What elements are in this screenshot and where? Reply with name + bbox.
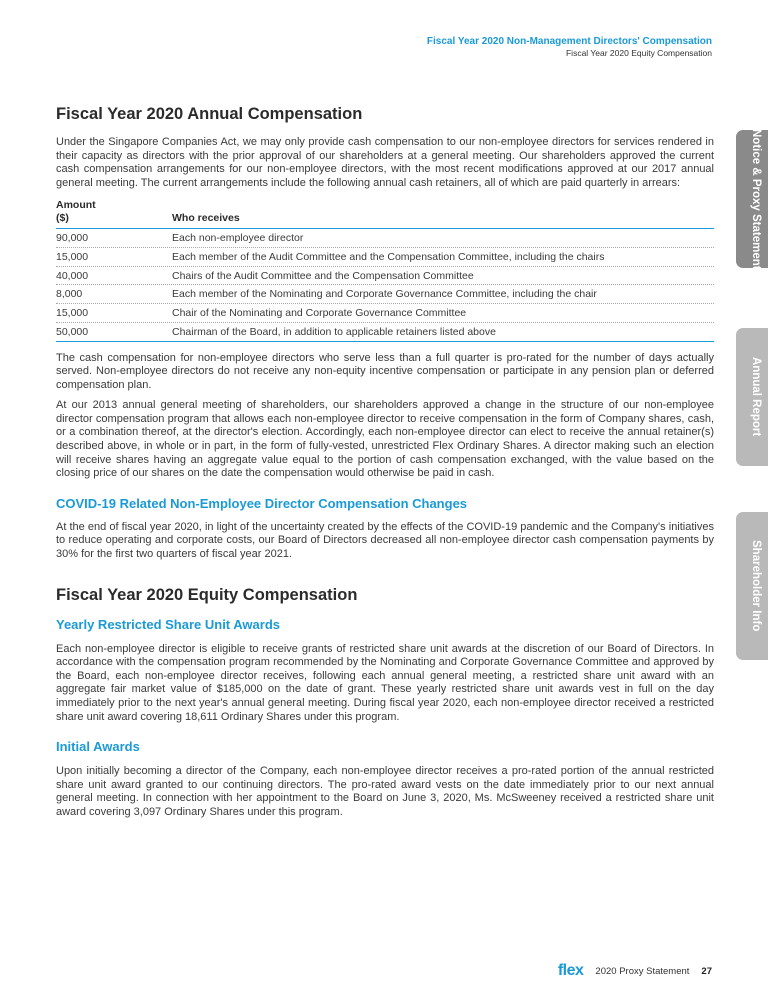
who-cell: Chairman of the Board, in addition to applicable retainers listed above	[172, 325, 496, 338]
page-header	[427, 36, 712, 59]
amount-cell: 15,000	[56, 250, 89, 263]
yearly-rsu-paragraph: Each non-employee director is eligible to receive grants of restricted share unit awards at the discretion of our Board of Directors. In accordance with the compensation program recommended by the Nominating and Corporate Governance Committee and approved by the Board, each non-employee director receives, following each annual general meeting, a restricted share unit award with an aggregate fair market value of $185,000 on the date of grant. These yearly restricted share unit awards vest in full on the day immediately prior to the next year's annual general meeting. During fiscal year 2020, each non-employee director received a restricted share unit award covering 18,611 Ordinary Shares under this program.	[56, 642, 714, 723]
table-header	[56, 199, 714, 229]
amount-cell: 8,000	[56, 288, 83, 301]
who-cell: Each member of the Audit Committee and the Compensation Committee, including the chairs	[172, 250, 605, 263]
initial-awards-heading: Initial Awards	[56, 739, 140, 755]
amount-cell: 15,000	[56, 306, 89, 319]
header-subtitle: Fiscal Year 2020 Equity Compensation	[565, 48, 712, 58]
retainer-table	[56, 199, 714, 341]
header-title: Fiscal Year 2020 Non-Management Directors' Compensation	[426, 36, 712, 47]
who-cell: Each member of the Nominating and Corporate Governance Committee, including the chair	[172, 288, 597, 301]
share-election-paragraph: At our 2013 annual general meeting of shareholders, our shareholders approved a change in the structure of our non-employee director compensation program that allows each non-employee director to receive compensation in the form of Company shares, cash, or a combination thereof, at the director's election. Accordingly, each non-employee director can elect to receive the annual retainer(s) described above, in whole or in part, in the form of fully-vested, unrestricted Flex Ordinary Shares. A director making such an election will receive shares having an aggregate value equal to the portion of cash compensation exchanged, with the value based on the closing price of our shares on the date the compensation would otherwise be paid in cash.	[56, 399, 714, 480]
side-tab-label: Notice & Proxy Statement	[750, 128, 762, 270]
equity-compensation-heading: Fiscal Year 2020 Equity Compensation	[56, 585, 358, 604]
side-tab-notice-proxy-statement[interactable]	[736, 130, 768, 268]
covid-paragraph: At the end of fiscal year 2020, in light of the uncertainty created by the effects of the COVID-19 pandemic and the Company's initiatives to reduce operating and corporate costs, our Board of Directors decreased all non-employee director cash compensation payments by 30% for the first two quarters of fiscal year 2021.	[56, 520, 714, 561]
amount-column-header	[56, 199, 172, 225]
covid-heading: COVID-19 Related Non-Employee Director Compensation Changes	[56, 495, 468, 511]
amount-cell: 50,000	[56, 325, 89, 338]
table-row	[56, 285, 714, 304]
who-cell: Chair of the Nominating and Corporate Governance Committee	[172, 306, 467, 319]
annual-intro-paragraph: Under the Singapore Companies Act, we may only provide cash compensation to our non-employee directors for services rendered in their capacity as directors with the prior approval of our shareholders at a general meeting. Our shareholders approved the current cash compensation arrangements for our non-employee directors, with the most recent modifications approved at our 2017 annual general meeting. The current arrangements include the following annual cash retainers, all of which are paid quarterly in arrears:	[56, 136, 714, 189]
side-tab-annual-report[interactable]	[736, 328, 768, 466]
pro-rated-paragraph: The cash compensation for non-employee directors who serve less than a full quarter is pro-rated for the number of days actually served. Non-employee directors do not receive any non-equity incentive compensation or participate in any pension plan or deferred compensation plan.	[56, 351, 714, 391]
amount-header-line2: ($)	[56, 212, 69, 225]
yearly-rsu-heading: Yearly Restricted Share Unit Awards	[56, 616, 280, 632]
table-row	[56, 229, 714, 248]
who-cell: Each non-employee director	[172, 232, 304, 245]
amount-cell: 40,000	[56, 269, 89, 282]
page-footer	[558, 962, 712, 980]
amount-header-line1: Amount	[56, 199, 96, 212]
table-row	[56, 323, 714, 342]
main-content	[56, 104, 714, 820]
footer-doc-title: 2020 Proxy Statement	[595, 965, 690, 977]
initial-awards-paragraph: Upon initially becoming a director of the Company, each non-employee director receives a pro-rated portion of the annual restricted share unit award granted to our continuing directors. The pro-rated award vests on the date immediately prior to our next annual general meeting. In connection with her appointment to the Board on June 3, 2020, Ms. McSweeney received a restricted share unit award covering 3,097 Ordinary Shares under this program.	[56, 765, 714, 818]
who-receives-column-header: Who receives	[172, 212, 240, 225]
page-number: 27	[701, 965, 712, 977]
who-cell: Chairs of the Audit Committee and the Compensation Committee	[172, 269, 474, 282]
table-row	[56, 267, 714, 286]
table-row	[56, 248, 714, 267]
side-tab-shareholder-info[interactable]	[736, 512, 768, 660]
table-row	[56, 304, 714, 323]
annual-compensation-heading: Fiscal Year 2020 Annual Compensation	[56, 105, 363, 123]
side-tab-label: Shareholder Info	[750, 540, 762, 632]
side-tab-label: Annual Report	[750, 357, 762, 437]
amount-cell: 90,000	[56, 232, 89, 245]
flex-logo: flex	[557, 962, 584, 979]
